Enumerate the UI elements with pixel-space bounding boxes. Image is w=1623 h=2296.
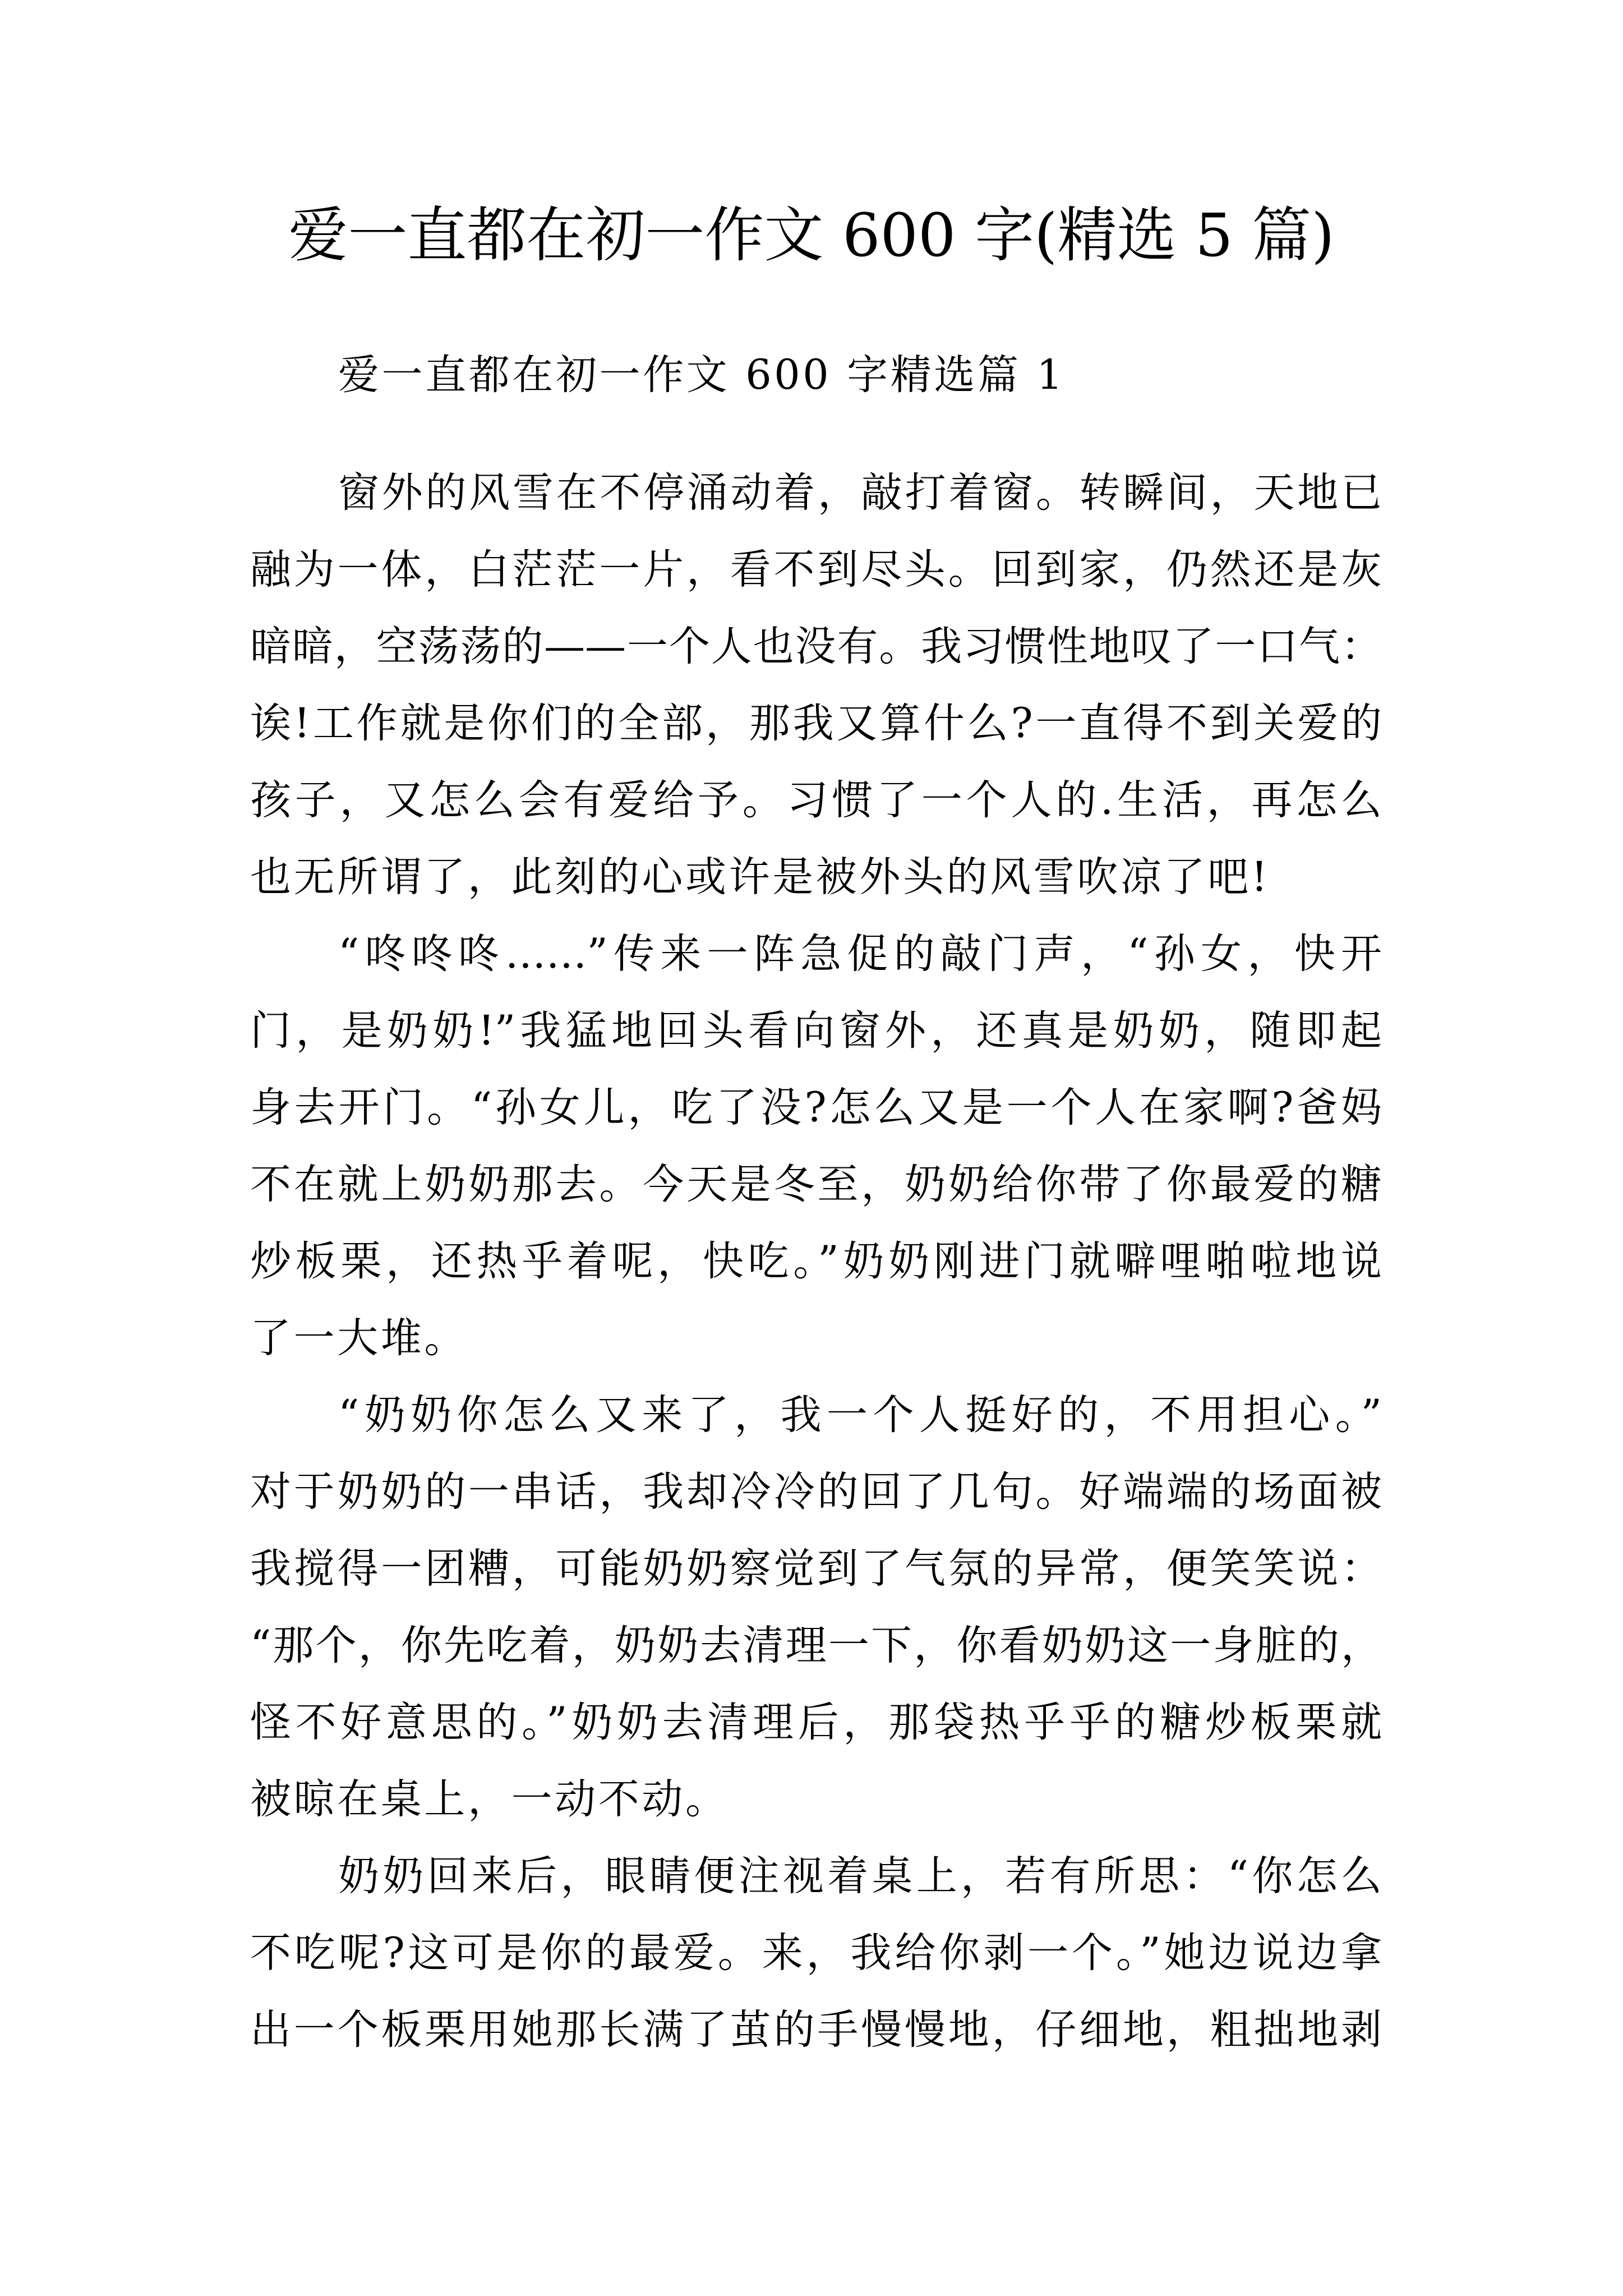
paragraph-line: 门，是奶奶!”我猛地回头看向窗外，还真是奶奶，随即起 — [250, 1007, 1382, 1055]
paragraph-line: 炒板栗，还热乎着呢，快吃。”奶奶刚进门就噼哩啪啦地说 — [250, 1237, 1382, 1285]
paragraph-line: 也无所谓了，此刻的心或许是被外头的风雪吹凉了吧! — [250, 853, 1270, 901]
paragraph-line: 被晾在桌上，一动不动。 — [250, 1775, 729, 1823]
paragraph — [250, 454, 1382, 915]
paragraph-line: 对于奶奶的一串话，我却冷冷的回了几句。好端端的场面被 — [250, 1468, 1382, 1516]
paragraph — [250, 1838, 1382, 2068]
paragraph-line: 我搅得一团糟，可能奶奶察觉到了气氛的异常，便笑笑说： — [250, 1545, 1382, 1593]
paragraph-line: 奶奶回来后，眼睛便注视着桌上，若有所思：“你怎么 — [338, 1852, 1382, 1900]
paragraph-line: 身去开门。“孙女儿，吃了没?怎么又是一个人在家啊?爸妈 — [250, 1084, 1382, 1131]
paragraph-line: 窗外的风雪在不停涌动着，敲打着窗。转瞬间，天地已 — [338, 469, 1382, 517]
paragraph — [250, 1377, 1382, 1838]
paragraph-line: 怪不好意思的。”奶奶去清理后，那袋热乎乎的糖炒板栗就 — [250, 1699, 1382, 1746]
paragraph-line: 孩子，又怎么会有爱给予。习惯了一个人的.生活，再怎么 — [250, 776, 1382, 824]
document-body — [250, 454, 1382, 2068]
paragraph-line: “奶奶你怎么又来了，我一个人挺好的，不用担心。” — [338, 1391, 1382, 1439]
section-heading: 爱一直都在初一作文 600 字精选篇 1 — [338, 351, 1066, 399]
paragraph-line: 诶!工作就是你们的全部，那我又算什么?一直得不到关爱的 — [250, 700, 1382, 747]
paragraph-line: 不在就上奶奶那去。今天是冬至，奶奶给你带了你最爱的糖 — [250, 1161, 1382, 1208]
paragraph-line: 了一大堆。 — [250, 1314, 468, 1362]
paragraph-line: “那个，你先吃着，奶奶去清理一下，你看奶奶这一身脏的， — [250, 1622, 1382, 1669]
paragraph-line: 不吃呢?这可是你的最爱。来，我给你剥一个。”她边说边拿 — [250, 1929, 1382, 1977]
paragraph-line: 出一个板栗用她那长满了茧的手慢慢地，仔细地，粗拙地剥 — [250, 2006, 1382, 2054]
paragraph-line: 融为一体，白茫茫一片，看不到尽头。回到家，仍然还是灰 — [250, 546, 1382, 593]
paragraph — [250, 915, 1382, 1377]
document-title: 爱一直都在初一作文 600 字(精选 5 篇) — [288, 201, 1335, 270]
paragraph-line: 暗暗，空荡荡的——一个人也没有。我习惯性地叹了一口气： — [250, 623, 1382, 670]
paragraph-line: “咚咚咚……”传来一阵急促的敲门声，“孙女，快开 — [338, 930, 1382, 978]
